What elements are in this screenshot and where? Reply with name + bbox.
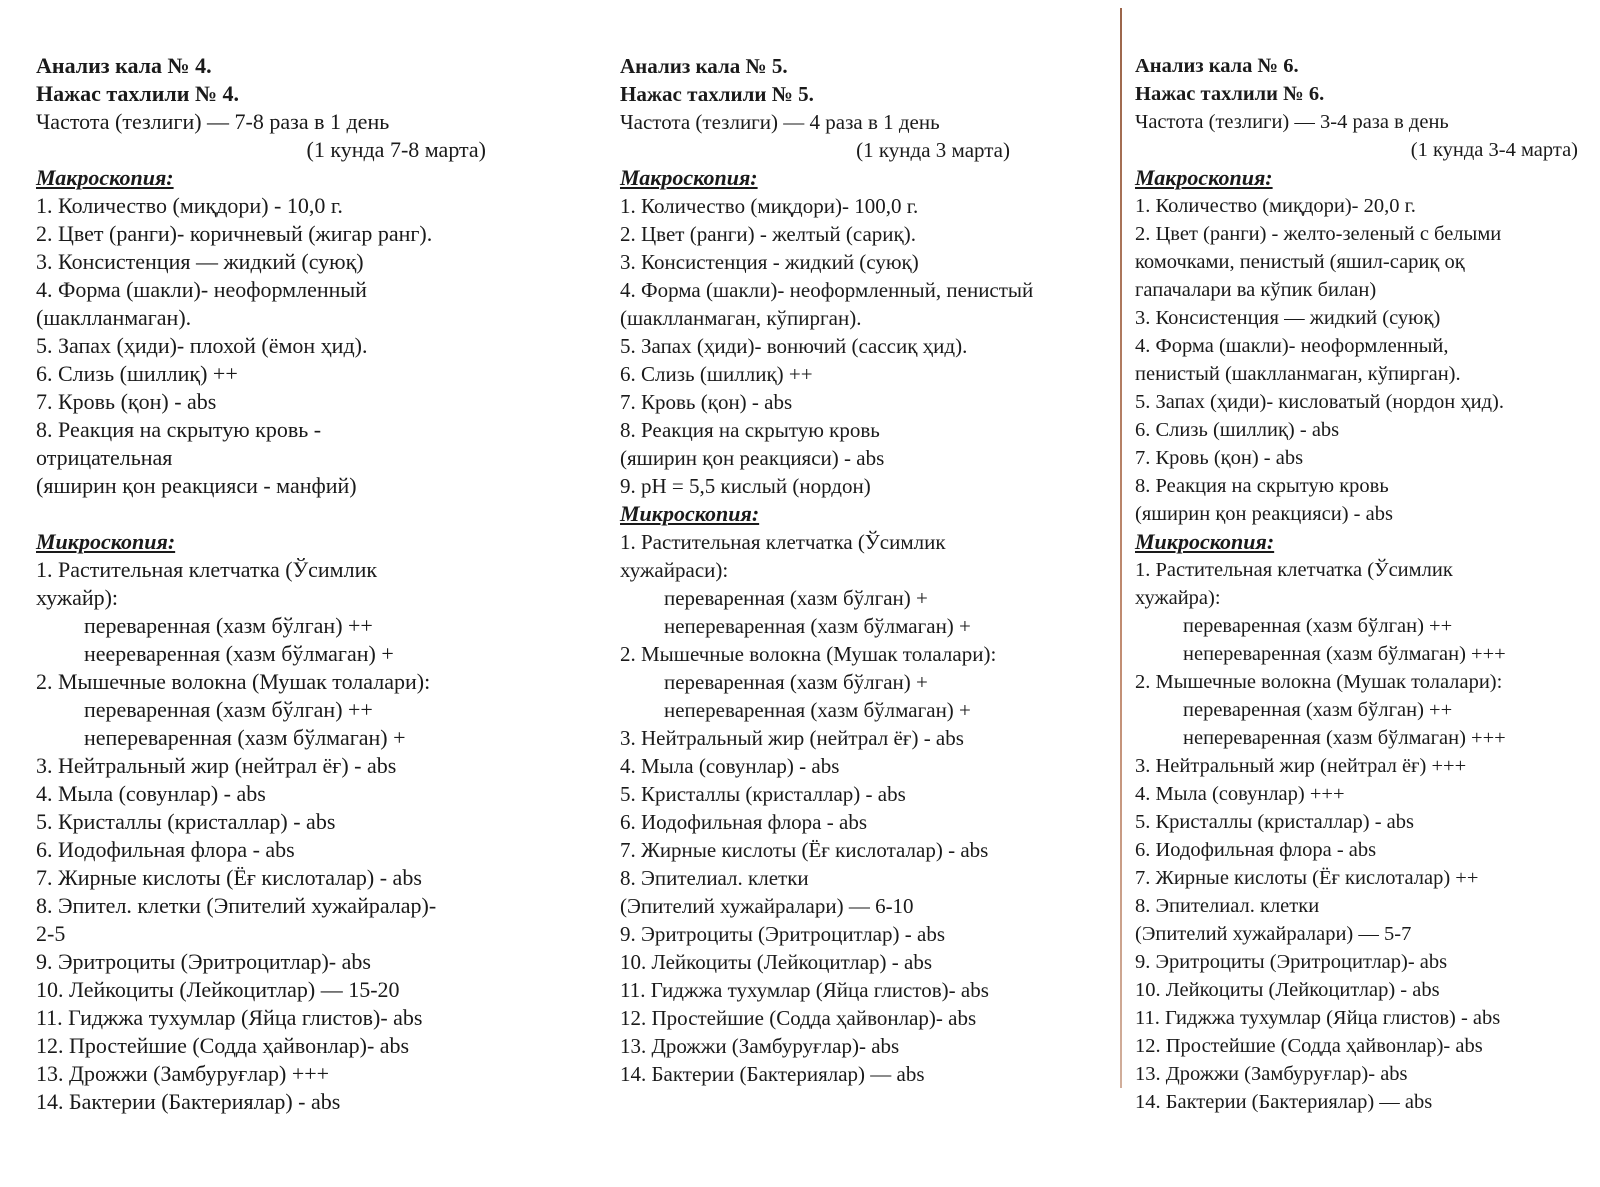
macroscopy-item: пенистый (шаклланмаган, кўпирган). [1135, 363, 1461, 385]
analysis-6-column [1135, 52, 1590, 1116]
microscopy-heading: Микроскопия: [620, 501, 760, 526]
macroscopy-item: 8. Реакция на скрытую кровь - [36, 417, 322, 442]
macroscopy-item: 1. Количество (миқдори)- 100,0 г. [620, 194, 919, 218]
macroscopy-list [1135, 192, 1590, 528]
microscopy-item: 5. Кристаллы (кристаллар) - abs [36, 809, 336, 834]
microscopy-subitem: непереваренная (хазм бўлмаган) + [664, 614, 971, 638]
microscopy-item: 4. Мыла (совунлар) - abs [36, 781, 266, 806]
frequency: Частота (тезлиги) — 3-4 раза в день [1135, 111, 1449, 133]
frequency-translation: (1 кунда 7-8 марта) [306, 137, 486, 162]
macroscopy-item: (шаклланмаган). [36, 305, 192, 330]
macroscopy-item: 5. Запах (ҳиди)- кисловатый (нордон ҳид). [1135, 391, 1504, 413]
macroscopy-item: 5. Запах (ҳиди)- плохой (ёмон ҳид). [36, 333, 368, 358]
microscopy-item: хужайраси): [620, 558, 729, 582]
microscopy-list [1135, 556, 1590, 1116]
macroscopy-item: 7. Кровь (қон) - abs [620, 390, 793, 414]
microscopy-subitem: переваренная (хазм бўлган) + [664, 670, 928, 694]
macroscopy-item: 2. Цвет (ранги)- коричневый (жигар ранг). [36, 221, 433, 246]
microscopy-item: 14. Бактерии (Бактериялар) — abs [620, 1062, 925, 1086]
microscopy-item: 8. Эпителиал. клетки [620, 866, 809, 890]
macroscopy-item: 7. Кровь (қон) - abs [36, 389, 217, 414]
macroscopy-item: 1. Количество (миқдори) - 10,0 г. [36, 193, 343, 218]
microscopy-item: 8. Эпителиал. клетки [1135, 895, 1320, 917]
microscopy-subitem: переваренная (хазм бўлган) ++ [1183, 615, 1453, 637]
macroscopy-item: (яширин қон реакцияси) - abs [1135, 503, 1393, 525]
microscopy-subitem: переваренная (хазм бўлган) ++ [84, 697, 373, 722]
microscopy-heading: Микроскопия: [1135, 529, 1275, 554]
microscopy-item: 10. Лейкоциты (Лейкоцитлар) - abs [620, 950, 933, 974]
macroscopy-heading: Макроскопия: [620, 165, 758, 190]
macroscopy-item: (яширин қон реакцияси - манфий) [36, 473, 357, 498]
microscopy-item: 6. Иодофильная флора - abs [1135, 839, 1377, 861]
frequency-translation: (1 кунда 3-4 марта) [1410, 139, 1578, 161]
microscopy-item: 11. Гиджжа тухумлар (Яйца глистов)- abs [36, 1005, 423, 1030]
microscopy-list [620, 528, 1110, 1088]
microscopy-item: 11. Гиджжа тухумлар (Яйца глистов)- abs [620, 978, 989, 1002]
macroscopy-item: (шаклланмаган, кўпирган). [620, 306, 862, 330]
macroscopy-item: 3. Консистенция — жидкий (суюқ) [1135, 307, 1441, 329]
microscopy-subitem: переваренная (хазм бўлган) ++ [1183, 699, 1453, 721]
macroscopy-item: 8. Реакция на скрытую кровь [620, 418, 880, 442]
microscopy-item: 13. Дрожжи (Замбуруғлар)- abs [1135, 1063, 1408, 1085]
microscopy-item: 3. Нейтральный жир (нейтрал ёғ) - abs [36, 753, 397, 778]
analysis-5-column [620, 52, 1110, 1088]
microscopy-item: 3. Нейтральный жир (нейтрал ёғ) +++ [1135, 755, 1467, 777]
microscopy-item: 2. Мышечные волокна (Мушак толалари): [36, 669, 431, 694]
analysis-subtitle: Нажас тахлили № 5. [620, 82, 814, 106]
macroscopy-item: 3. Консистенция - жидкий (суюқ) [620, 250, 919, 274]
macroscopy-heading: Макроскопия: [36, 165, 174, 190]
column-divider [1120, 8, 1122, 1088]
macroscopy-heading: Макроскопия: [1135, 165, 1273, 190]
analysis-title: Анализ кала № 5. [620, 54, 788, 78]
macroscopy-item: отрицательная [36, 445, 173, 470]
microscopy-item: 3. Нейтральный жир (нейтрал ёғ) - abs [620, 726, 964, 750]
microscopy-item: (Эпителий хужайралари) — 5-7 [1135, 923, 1412, 945]
microscopy-item: 9. Эритроциты (Эритроцитлар)- abs [36, 949, 371, 974]
frequency: Частота (тезлиги) — 4 раза в 1 день [620, 110, 940, 134]
macroscopy-list [36, 192, 556, 500]
macroscopy-item: 2. Цвет (ранги) - желтый (сариқ). [620, 222, 916, 246]
microscopy-item: 12. Простейшие (Содда ҳайвонлар)- abs [36, 1033, 410, 1058]
macroscopy-item: (яширин қон реакцияси) - abs [620, 446, 885, 470]
microscopy-item: 12. Простейшие (Содда ҳайвонлар)- abs [620, 1006, 977, 1030]
macroscopy-item: 7. Кровь (қон) - abs [1135, 447, 1304, 469]
microscopy-item: 9. Эритроциты (Эритроцитлар) - abs [620, 922, 945, 946]
analysis-title: Анализ кала № 4. [36, 53, 212, 78]
microscopy-item: 13. Дрожжи (Замбуруғлар) +++ [36, 1061, 330, 1086]
frequency-translation: (1 кунда 3 марта) [856, 138, 1010, 162]
microscopy-item: 6. Иодофильная флора - abs [36, 837, 295, 862]
analysis-4-column [36, 52, 556, 1116]
microscopy-list [36, 556, 556, 1116]
analysis-title: Анализ кала № 6. [1135, 55, 1299, 77]
analysis-subtitle: Нажас тахлили № 4. [36, 81, 240, 106]
microscopy-item: 2. Мышечные волокна (Мушак толалари): [1135, 671, 1503, 693]
microscopy-item: хужайр): [36, 585, 119, 610]
microscopy-item: 2. Мышечные волокна (Мушак толалари): [620, 642, 997, 666]
macroscopy-item: 6. Слизь (шиллиқ) ++ [36, 361, 238, 386]
microscopy-item: 1. Растительная клетчатка (Ўсимлик [620, 530, 946, 554]
microscopy-item: 2-5 [36, 921, 66, 946]
analysis-subtitle: Нажас тахлили № 6. [1135, 83, 1325, 105]
microscopy-subitem: переваренная (хазм бўлган) ++ [84, 613, 373, 638]
macroscopy-item: 4. Форма (шакли)- неоформленный, [1135, 335, 1449, 357]
microscopy-item: 1. Растительная клетчатка (Ўсимлик [36, 557, 378, 582]
microscopy-item: 10. Лейкоциты (Лейкоцитлар) — 15-20 [36, 977, 400, 1002]
macroscopy-item: 5. Запах (ҳиди)- вонючий (сассиқ ҳид). [620, 334, 968, 358]
microscopy-subitem: неереваренная (хазм бўлмаган) + [84, 641, 394, 666]
microscopy-item: 4. Мыла (совунлар) +++ [1135, 783, 1345, 805]
microscopy-item: 8. Эпител. клетки (Эпителий хужайралар)- [36, 893, 437, 918]
macroscopy-item: 9. pH = 5,5 кислый (нордон) [620, 474, 871, 498]
microscopy-item: 7. Жирные кислоты (Ёғ кислоталар) - abs [620, 838, 989, 862]
microscopy-item: 6. Иодофильная флора - abs [620, 810, 867, 834]
macroscopy-item: комочками, пенистый (яшил-сариқ оқ [1135, 251, 1465, 273]
macroscopy-item: гапачалари ва кўпик билан) [1135, 279, 1377, 301]
macroscopy-item: 1. Количество (миқдори)- 20,0 г. [1135, 195, 1416, 217]
microscopy-subitem: непереваренная (хазм бўлмаган) +++ [1183, 727, 1506, 749]
macroscopy-item: 4. Форма (шакли)- неоформленный [36, 277, 367, 302]
microscopy-item: 14. Бактерии (Бактериялар) — abs [1135, 1091, 1433, 1113]
spacer [36, 500, 556, 528]
microscopy-item: 9. Эритроциты (Эритроцитлар)- abs [1135, 951, 1448, 973]
macroscopy-item: 2. Цвет (ранги) - желто-зеленый с белыми [1135, 223, 1502, 245]
microscopy-item: (Эпителий хужайралари) — 6-10 [620, 894, 914, 918]
microscopy-item: 7. Жирные кислоты (Ёғ кислоталар) - abs [36, 865, 422, 890]
macroscopy-item: 6. Слизь (шиллиқ) ++ [620, 362, 813, 386]
microscopy-item: 10. Лейкоциты (Лейкоцитлар) - abs [1135, 979, 1440, 1001]
microscopy-item: 5. Кристаллы (кристаллар) - abs [1135, 811, 1414, 833]
microscopy-item: 4. Мыла (совунлар) - abs [620, 754, 840, 778]
microscopy-subitem: переваренная (хазм бўлган) + [664, 586, 928, 610]
microscopy-item: хужайра): [1135, 587, 1221, 609]
macroscopy-item: 6. Слизь (шиллиқ) - abs [1135, 419, 1340, 441]
microscopy-item: 5. Кристаллы (кристаллар) - abs [620, 782, 906, 806]
macroscopy-item: 4. Форма (шакли)- неоформленный, пенистый [620, 278, 1034, 302]
microscopy-item: 11. Гиджжа тухумлар (Яйца глистов) - abs [1135, 1007, 1501, 1029]
microscopy-heading: Микроскопия: [36, 529, 176, 554]
microscopy-subitem: непереваренная (хазм бўлмаган) + [84, 725, 406, 750]
microscopy-item: 14. Бактерии (Бактериялар) - abs [36, 1089, 341, 1114]
macroscopy-item: 3. Консистенция — жидкий (суюқ) [36, 249, 364, 274]
frequency: Частота (тезлиги) — 7-8 раза в 1 день [36, 109, 390, 134]
microscopy-item: 13. Дрожжи (Замбуруғлар)- abs [620, 1034, 900, 1058]
macroscopy-list [620, 192, 1110, 500]
microscopy-subitem: непереваренная (хазм бўлмаган) + [664, 698, 971, 722]
microscopy-item: 1. Растительная клетчатка (Ўсимлик [1135, 559, 1453, 581]
microscopy-item: 12. Простейшие (Содда ҳайвонлар)- abs [1135, 1035, 1483, 1057]
microscopy-subitem: непереваренная (хазм бўлмаган) +++ [1183, 643, 1506, 665]
macroscopy-item: 8. Реакция на скрытую кровь [1135, 475, 1389, 497]
microscopy-item: 7. Жирные кислоты (Ёғ кислоталар) ++ [1135, 867, 1479, 889]
